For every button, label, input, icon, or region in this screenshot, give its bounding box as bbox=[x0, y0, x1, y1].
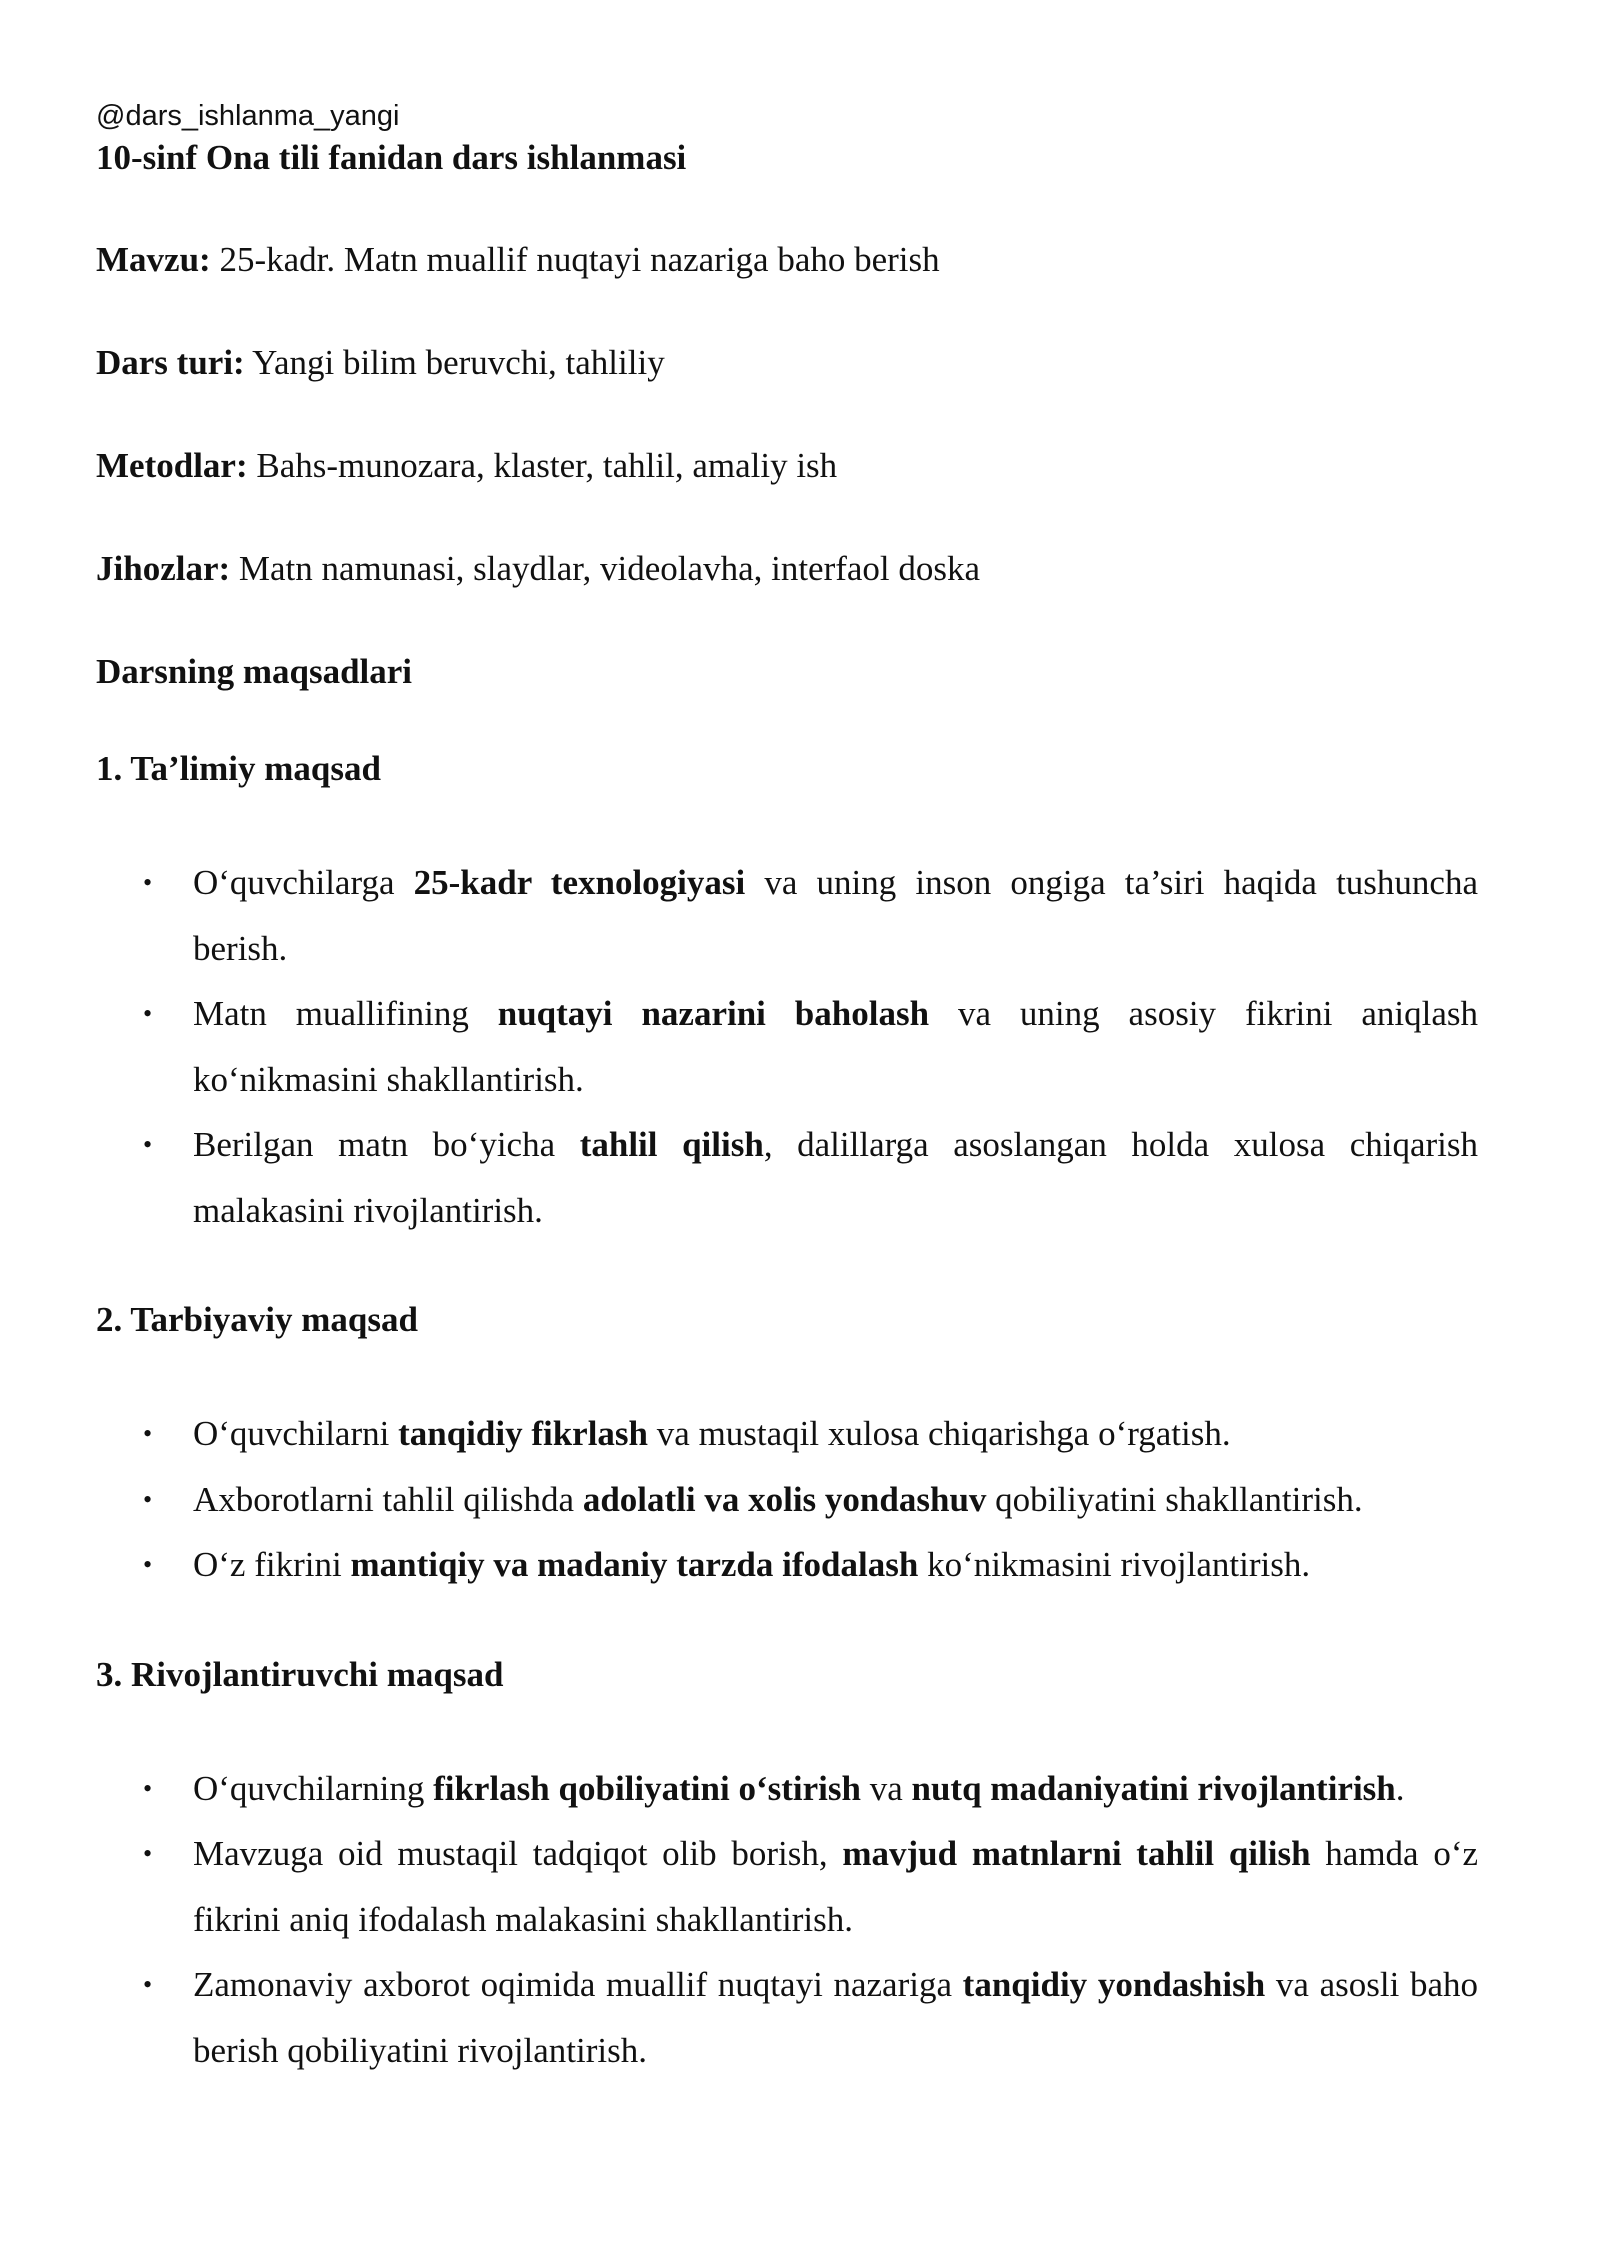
bullet-icon: • bbox=[143, 1970, 153, 1999]
field-value: Yangi bilim beruvchi, tahliliy bbox=[244, 343, 665, 382]
field-equipment bbox=[96, 547, 1478, 591]
bullet-icon: • bbox=[143, 1550, 153, 1579]
goal-heading-educational: 1. Ta’limiy maqsad bbox=[96, 749, 381, 788]
bullet-icon: • bbox=[143, 999, 153, 1028]
bullet-icon: • bbox=[143, 1484, 153, 1514]
list-item: • O‘quvchilarni tanqidiy fikrlash va mustaqil xulosa chiqarishga o‘rgatish. bbox=[96, 1401, 1478, 1467]
bullet-icon: • bbox=[143, 1419, 153, 1448]
field-label: Dars turi: bbox=[96, 343, 245, 382]
field-value: Bahs-munozara, klaster, tahlil, amaliy ish bbox=[247, 446, 838, 485]
goal-heading-developmental: 3. Rivojlantiruvchi maqsad bbox=[96, 1654, 504, 1694]
bullet-icon: • bbox=[143, 1839, 153, 1868]
goal-list-upbringing bbox=[96, 1401, 1478, 1598]
goal-list-developmental bbox=[96, 1756, 1478, 2084]
field-value: Matn namunasi, slaydlar, videolavha, interfaol doska bbox=[230, 549, 981, 588]
list-item: • O‘quvchilarga 25-kadr texnologiyasi va uning inson ongiga ta’siri haqida tushuncha berish. bbox=[96, 850, 1478, 981]
document-page bbox=[96, 96, 1478, 2138]
field-methods bbox=[96, 444, 1478, 488]
field-topic bbox=[96, 238, 1478, 282]
goal-heading-upbringing: 2. Tarbiyaviy maqsad bbox=[96, 1300, 418, 1339]
document-title: 10-sinf Ona tili fanidan dars ishlanmasi bbox=[96, 138, 687, 177]
bullet-icon: • bbox=[143, 1130, 153, 1159]
bullet-icon: • bbox=[143, 1773, 153, 1803]
list-item: • Matn muallifining nuqtayi nazarini baholash va uning asosiy fikrini aniqlash ko‘nikmasini shakllantirish. bbox=[96, 981, 1478, 1112]
bullet-icon: • bbox=[143, 868, 153, 897]
field-label: Jihozlar: bbox=[96, 549, 231, 588]
field-label: Metodlar: bbox=[96, 446, 248, 485]
list-item: • O‘quvchilarning fikrlash qobiliyatini o‘stirish va nutq madaniyatini rivojlantirish. bbox=[96, 1756, 1478, 1822]
field-value: 25-kadr. Matn muallif nuqtayi nazariga baho berish bbox=[210, 240, 940, 279]
list-item: • Berilgan matn bo‘yicha tahlil qilish, dalillarga asoslangan holda xulosa chiqarish malakasini rivojlantirish. bbox=[96, 1112, 1478, 1243]
goal-list-educational bbox=[96, 850, 1478, 1243]
list-item: • Mavzuga oid mustaqil tadqiqot olib borish, mavjud matnlarni tahlil qilish hamda o‘z fikrini aniq ifodalash malakasini shakllantirish. bbox=[96, 1821, 1478, 1952]
list-item: • Axborotlarni tahlil qilishda adolatli va xolis yondashuv qobiliyatini shakllantirish. bbox=[96, 1467, 1478, 1533]
list-item: • O‘z fikrini mantiqiy va madaniy tarzda ifodalash ko‘nikmasini rivojlantirish. bbox=[96, 1532, 1478, 1598]
channel-handle: @dars_ishlanma_yangi bbox=[96, 100, 400, 132]
field-lesson-type bbox=[96, 341, 1478, 385]
goals-heading: Darsning maqsadlari bbox=[96, 652, 413, 691]
list-item: • Zamonaviy axborot oqimida muallif nuqtayi nazariga tanqidiy yondashish va asosli baho berish qobiliyatini rivojlantirish. bbox=[96, 1952, 1478, 2083]
field-label: Mavzu: bbox=[96, 240, 211, 279]
